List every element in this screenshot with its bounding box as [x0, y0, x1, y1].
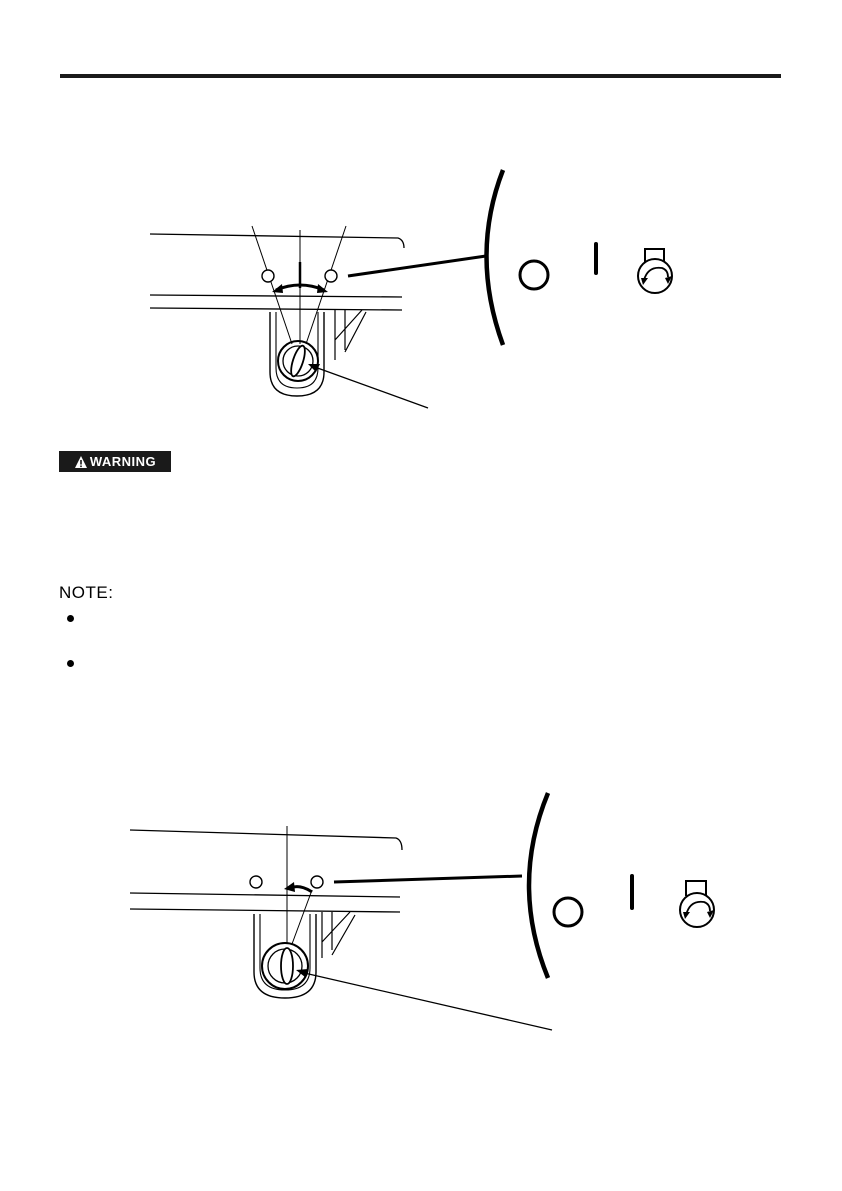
warning-label: WARNING: [89, 454, 157, 469]
rotate-release-icon: [680, 881, 714, 927]
note-heading: NOTE:: [59, 583, 114, 602]
off-circle-icon: [554, 898, 582, 926]
